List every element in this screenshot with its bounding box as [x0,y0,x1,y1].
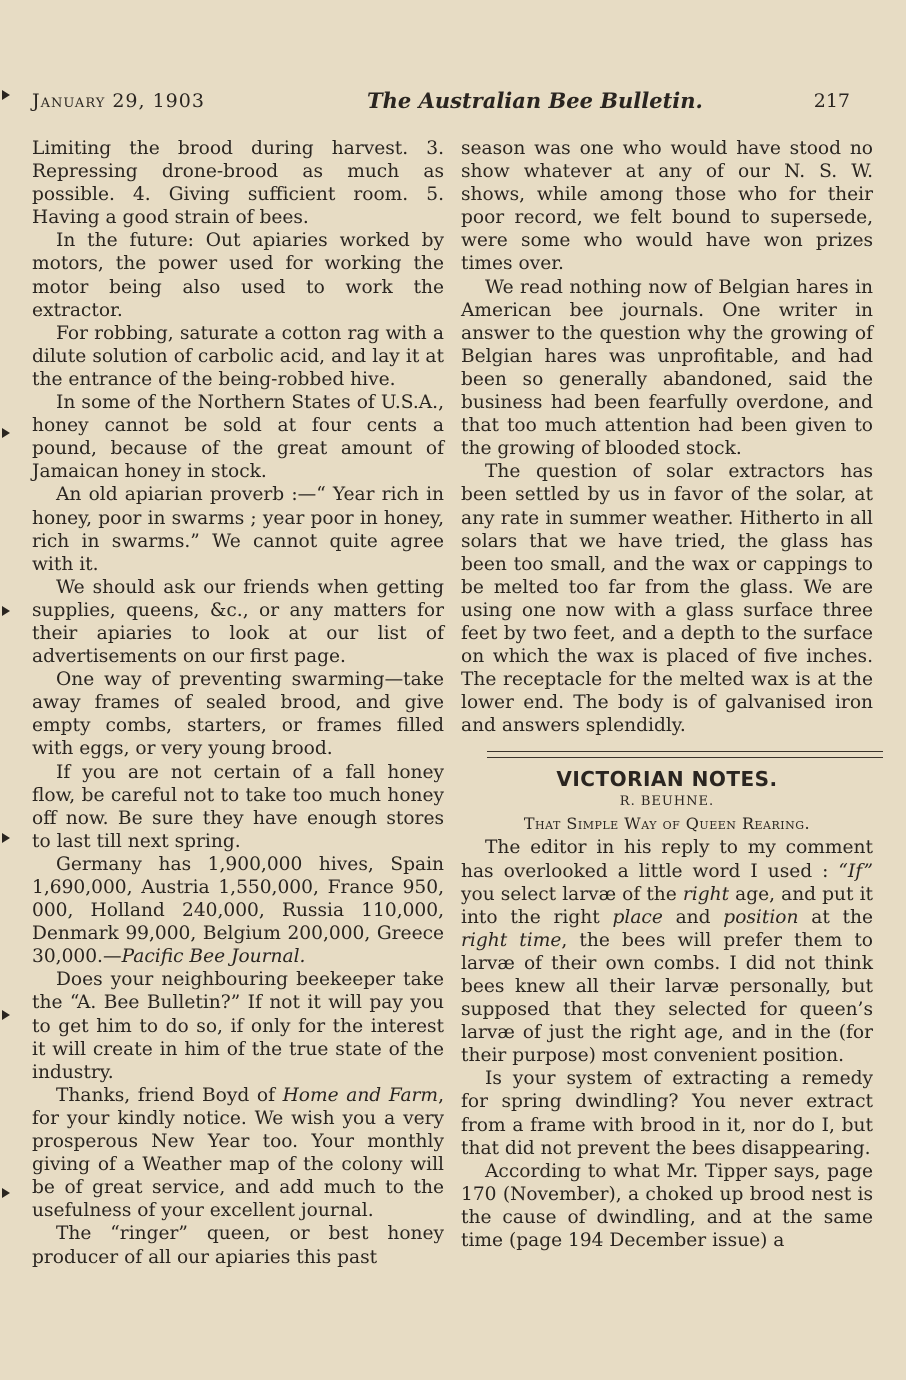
section-author: R. BEUHNE. [619,794,715,810]
right-column [461,137,873,1252]
paragraph: One way of preventing swarming—take away frames of sealed brood, and give empty combs, starters, or frames filled with eggs, or very young brood. [32,669,444,760]
text-run: you select larvæ of the [461,883,683,905]
paragraph: Limiting the brood during harvest. 3. Repressing drone-brood as much as possible. 4. Giving sufficient room. 5. Having a good strain of bees. [32,138,444,229]
text-run: and [662,906,724,928]
section-divider [487,751,883,758]
text-run: at the [798,906,873,928]
page-number: 217 [813,90,850,112]
margin-mark [2,606,10,616]
paragraph: The “ringer” queen, or best honey producer of all our apiaries this past [32,1223,444,1268]
paragraph: In the future: Out apiaries worked by motors, the power used for working the motor being also used to work the extractor. [32,230,444,321]
paragraph: An old apiarian proverb :—“ Year rich in honey, poor in swarms ; year poor in honey, rich in swarms.” We cannot quite agree with it. [32,484,444,575]
paragraph: The question of solar extractors has been settled by us in favor of the solar, at any rate in summer weather. Hitherto in all solars that we have tried, the glass has been too small, and the wax or cappings to be melted too far from the glass. We are using one now with a glass surface three feet by two feet, and a depth to the surface on which the wax is placed of five inches. The receptacle for the melted wax is at the lower end. The body is of galvanised iron and answers splendidly. [461,461,873,737]
margin-mark [2,428,10,438]
issue-date: January 29, 1903 [32,90,205,112]
paragraph: For robbing, saturate a cotton rag with a dilute solution of carbolic acid, and lay it at the entrance of the being-robbed hive. [32,322,444,390]
publication-name: Home and Farm [282,1084,439,1106]
paragraph: season was one who would have stood no show whatever at any of our N. S. W. shows, while among those who for their poor record, we felt bound to supersede, were some who would have won prizes times over. [461,138,873,275]
left-column [32,137,444,1269]
section-title: VICTORIAN NOTES. [556,767,778,792]
margin-mark [2,90,10,100]
paragraph: Does your neighbouring beekeeper take the “A. Bee Bulletin?” If not it will pay you to get him to do so, if only for the interest it will create in him of the true state of the industry. [32,969,444,1083]
paragraph [461,836,873,1067]
emphasis: “If” [838,860,873,882]
paragraph [32,853,444,968]
margin-mark [2,1188,10,1198]
margin-mark [2,833,10,843]
margin-mark [2,1010,10,1020]
source-citation: Pacific Bee Journal. [121,946,306,968]
paragraph: We read nothing now of Belgian hares in American bee journals. One writer in answer to the question why the growing of Belgian hares was unprofitable, and had been so generally abandoned, said the business had been fearfully overdone, and that too much attention had been given to the growing of blooded stock. [461,276,873,460]
stats-text: Germany has 1,900,000 hives, Spain 1,690,000, Austria 1,550,000, France 950, 000, Holland 240,000, Russia 110,000, Denmark 99,000, Belgium 200,000, Greece 30,000.— [32,853,444,968]
paragraph: According to what Mr. Tipper says, page 170 (November), a choked up brood nest is the cause of dwindling, and at the same time (page 194 December issue) a [461,1160,873,1252]
emphasis: right time [461,929,562,951]
text-run: , for your kindly notice. We wish you a very prosperous New Year too. Your monthly giving of a Weather map of the colony will be of great service, and add much to the usefulness of your excellent journal. [32,1084,444,1222]
paragraph [32,1084,444,1223]
margin-marks [0,0,14,1380]
text-run: The editor in his reply to my comment has overlooked a little word I used : [461,837,873,882]
paragraph: If you are not certain of a fall honey flow, be careful not to take too much honey off now. Be sure they have enough stores to last till next spring. [32,761,444,852]
journal-title: The Australian Bee Bulletin. [367,88,703,113]
emphasis: position [723,906,799,928]
emphasis: place [612,906,663,928]
running-header [32,90,880,120]
text-run: , the bees will prefer them to larvæ of their own combs. I did not think bees knew all their larvæ personally, but supposed that they selected for queen’s larvæ of just the right age, and in the (for their purpose) most convenient position. [461,929,873,1067]
paragraph: Is your system of extracting a remedy for spring dwindling? You never extract from a frame with brood in it, nor do I, but that did not prevent the bees disappearing. [461,1068,873,1159]
paragraph: In some of the Northern States of U.S.A., honey cannot be sold at four cents a pound, because of the great amount of Jamaican honey in stock. [32,392,444,483]
emphasis: right [682,883,730,905]
section-subtitle: That Simple Way of Queen Rearing. [523,814,811,834]
text-run: Thanks, friend Boyd of [56,1084,283,1106]
text-run: age, and put it into the right [461,883,873,928]
paragraph: We should ask our friends when getting supplies, queens, &c., or any matters for their apiaries to look at our list of advertisements on our first page. [32,576,444,668]
